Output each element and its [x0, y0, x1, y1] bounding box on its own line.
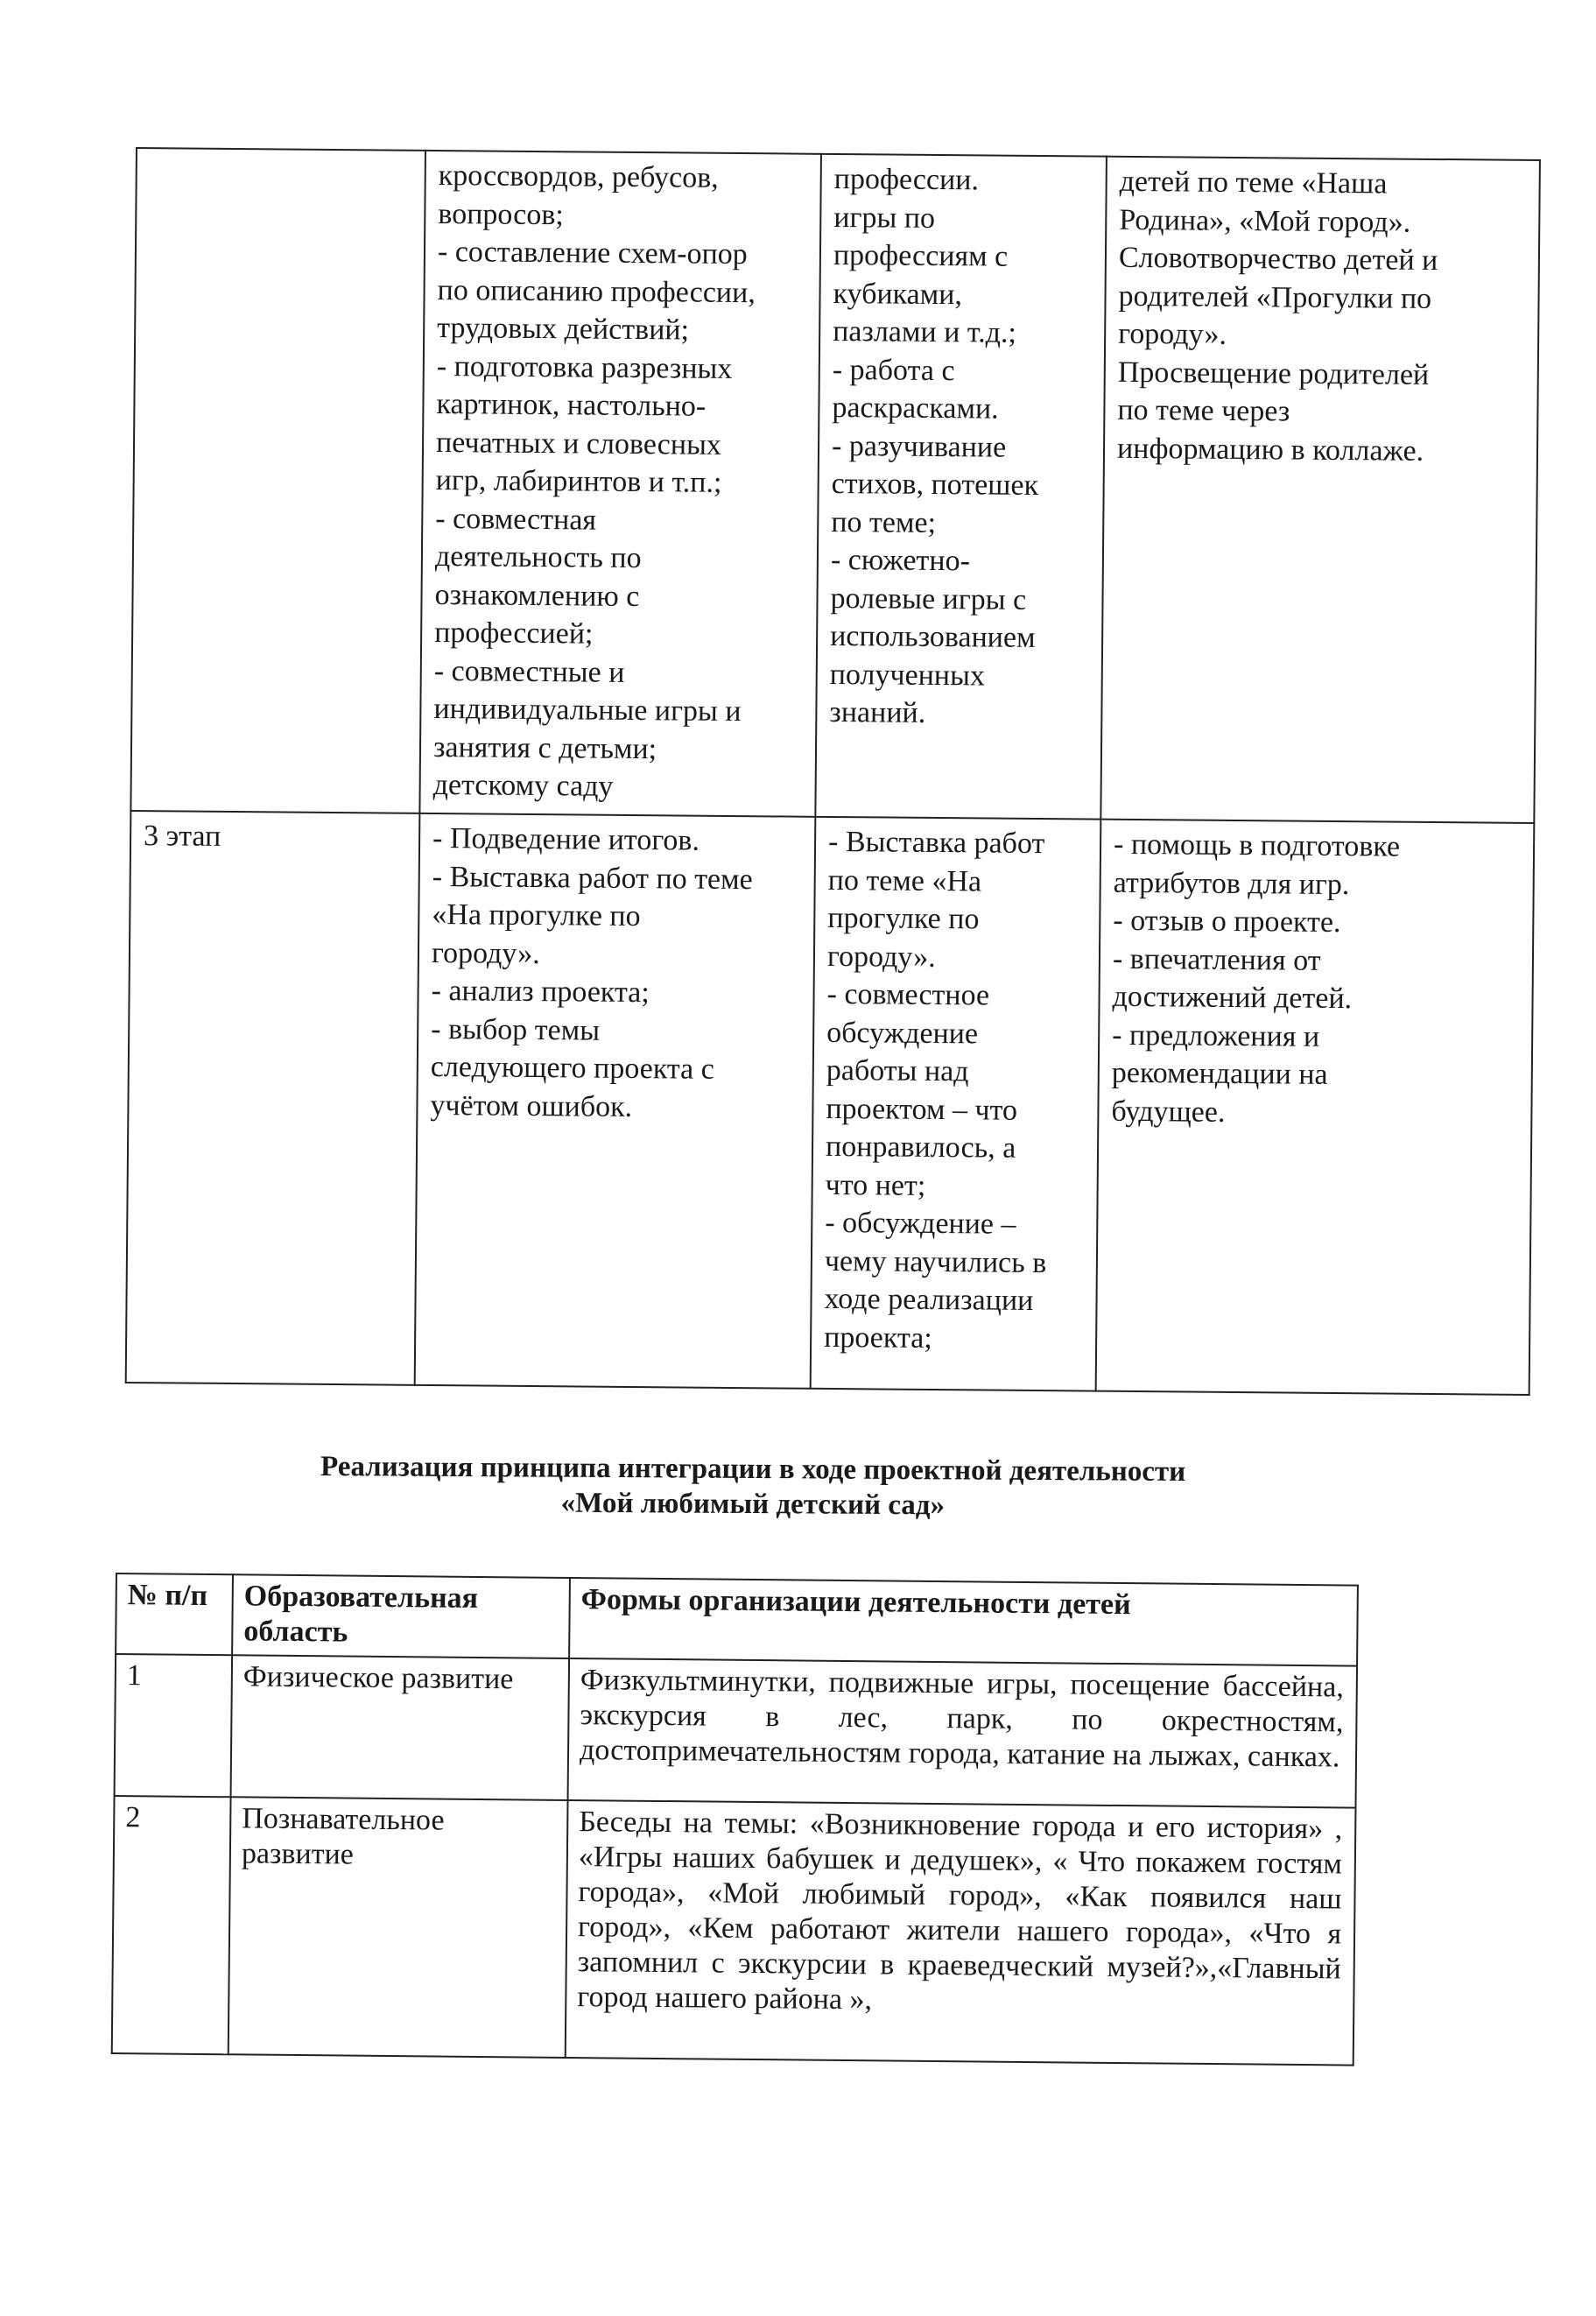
children-activities-cell: - Выставка работ по теме «На прогулке по городу». - совместное обсуждение работы над проектом – что понравилось, а что нет; - обсуждение – чему научились в ходе реализации проекта; [811, 817, 1101, 1391]
parents-activities-cell: детей по теме «Наша Родина», «Мой город». Словотворчество детей и родителей «Прогулки по городу». Просвещение родителей по теме через информацию в коллаже. [1100, 157, 1540, 823]
parents-activities-cell: - помощь в подготовке атрибутов для игр. - отзыв о проекте. - впечатления от достижений детей. - предложения и рекомендации на будущее. [1096, 820, 1535, 1395]
teacher-activities-cell: кроссвордов, ребусов, вопросов; - составление схем-опор по описанию профессии, трудовых действий; - подготовка разрезных картинок, настольно- печатных и словесных игр, лабиринтов и т.п.; - совместная деятельность по ознакомлению с профессией; - совместные и индивидуальные игры и занятия с детьми; детскому саду [419, 151, 821, 817]
stage-cell [130, 148, 425, 813]
heading-line-1: Реализация принципа интеграции в ходе проектной деятельности [320, 1450, 1186, 1489]
header-area: Образовательная область [232, 1574, 570, 1658]
children-activities-cell: профессии. игры по профессиям с кубиками, пазлами и т.д.; - работа с раскрасками. - разучивание стихов, потешек по теме; - сюжетно- ролевые игры с использованием полученных знаний. [815, 154, 1107, 820]
table-row [112, 1796, 1356, 2066]
row-forms: Физкультминутки, подвижные игры, посещение бассейна, экскурсия в лес, парк, по окрестностям, достопримечательностям города, катание на лыжах, санках. [568, 1658, 1358, 1808]
stage-cell: 3 этап [126, 811, 420, 1385]
teacher-activities-cell: - Подведение итогов. - Выставка работ по теме «На прогулке по городу». - анализ проекта; - выбор темы следующего проекта с учётом ошибок. [415, 813, 816, 1389]
table-header-row [116, 1573, 1358, 1666]
row-num: 2 [112, 1796, 231, 2054]
row-num: 1 [115, 1654, 233, 1797]
header-num: № п/п [116, 1573, 233, 1655]
table-row [130, 148, 1540, 823]
integration-table [111, 1573, 1359, 2066]
project-stages-table [125, 147, 1541, 1396]
table-row [126, 811, 1535, 1395]
heading-line-2: «Мой любимый детский сад» [560, 1487, 946, 1522]
row-area: Физическое развитие [231, 1655, 570, 1800]
header-forms: Формы организации деятельности детей [569, 1578, 1358, 1666]
section-heading [158, 1448, 1348, 1525]
row-area: Познавательное развитие [229, 1797, 568, 2058]
row-forms: Беседы на темы: «Возникновение города и его история» , «Игры наших бабушек и дедушек», « Что покажем гостям города», «Мой любимый город», «Как появился наш город», «Кем работают жители нашего города», «Что я запомнил с экскурсии в краеведческий музей?»,«Главный город нашего района », [566, 1800, 1356, 2066]
table-row [115, 1654, 1357, 1808]
